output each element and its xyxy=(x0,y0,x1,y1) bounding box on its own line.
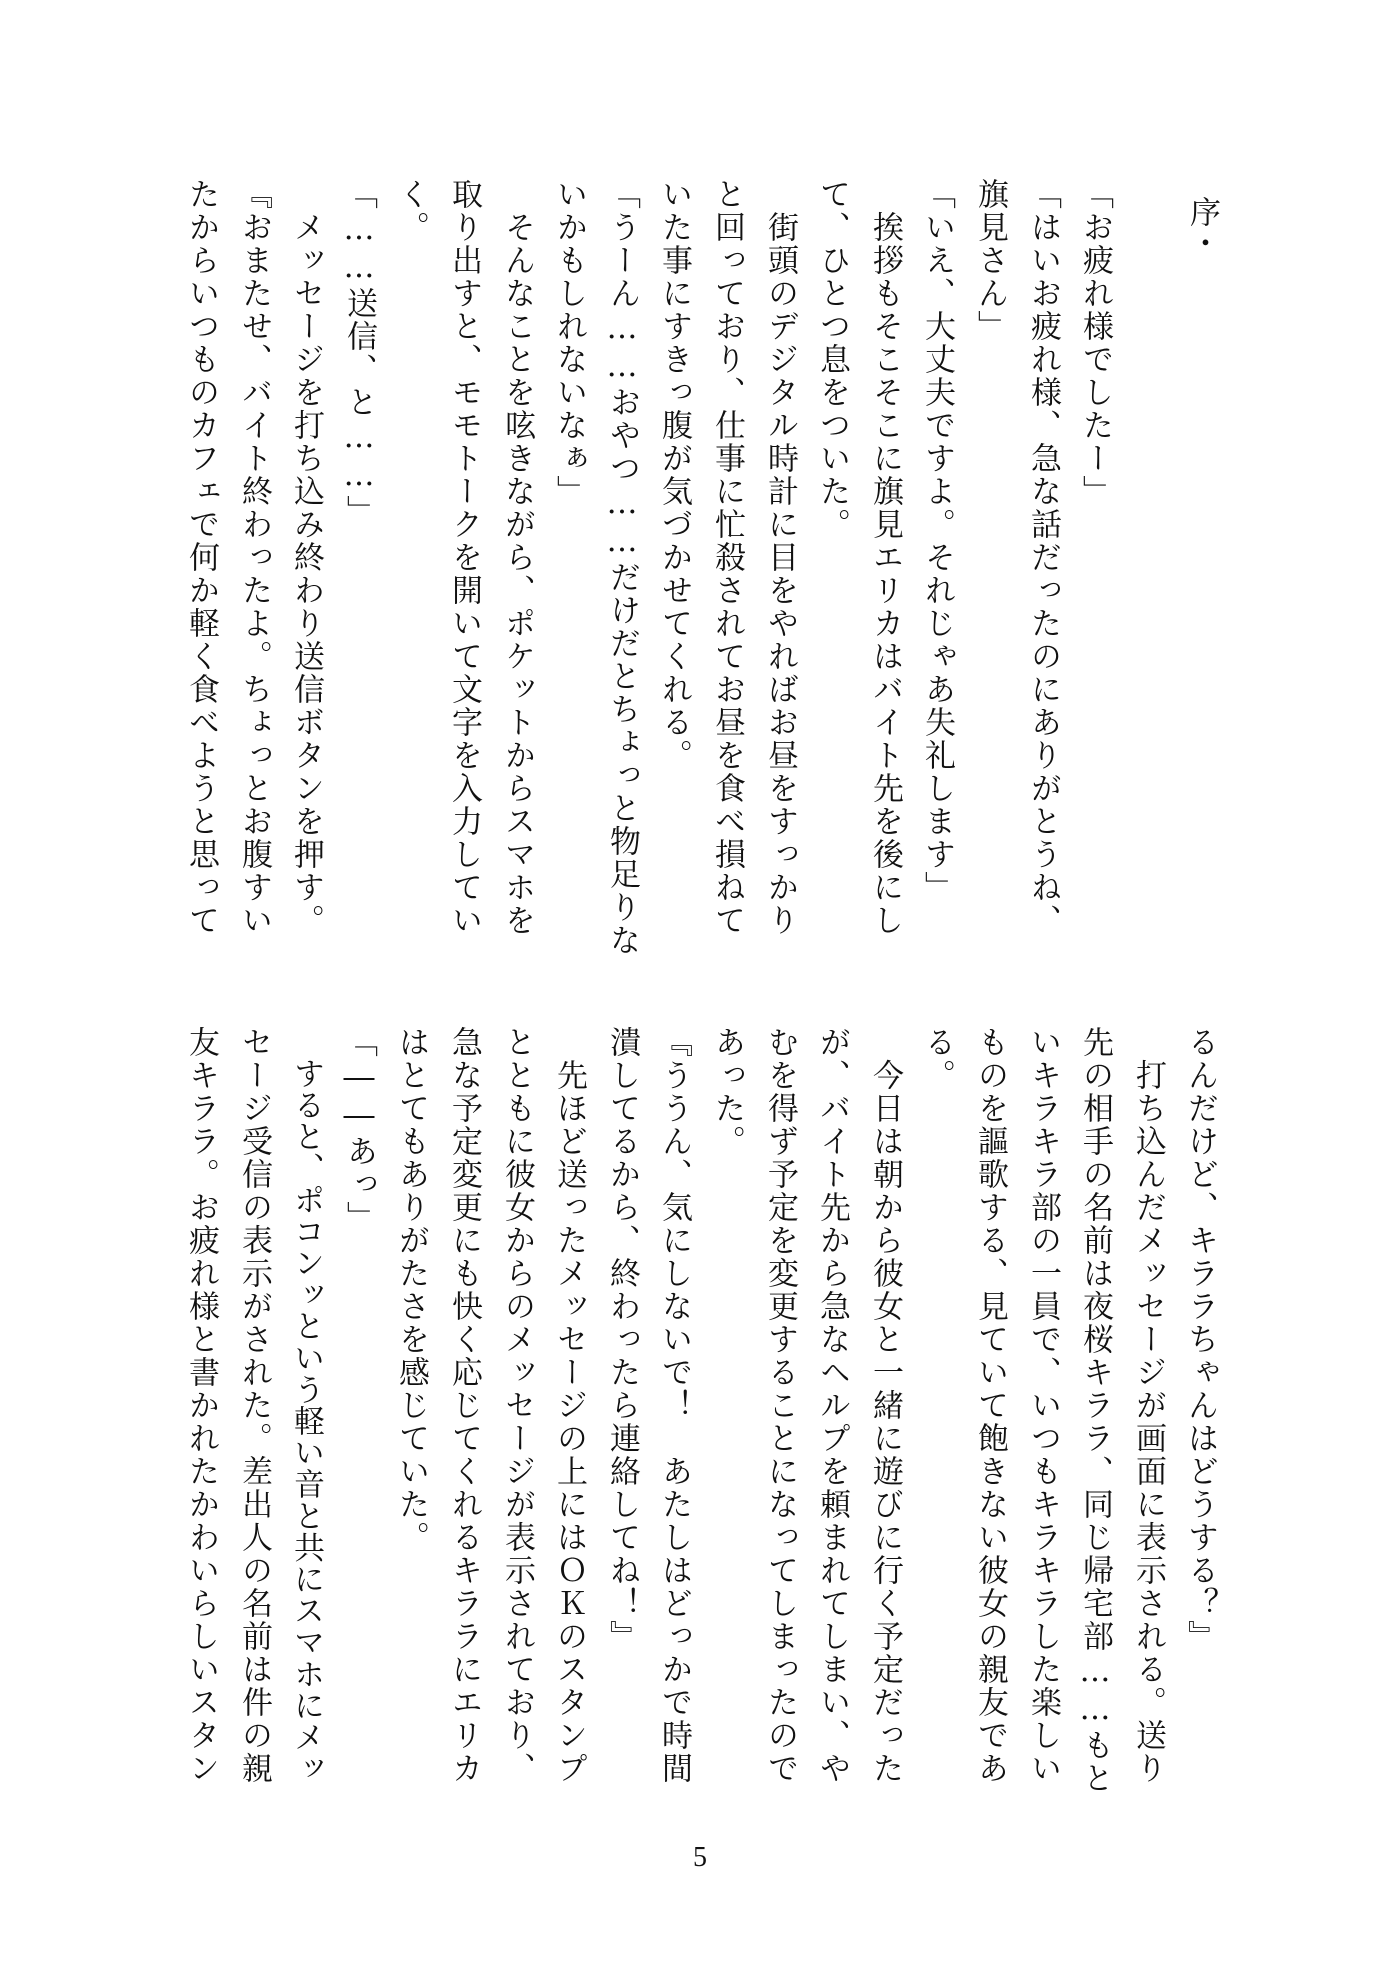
text-line: く。 xyxy=(393,178,429,244)
text-line: 「……送信、と……」 xyxy=(341,178,377,528)
text-line: 「お疲れ様でしたー」 xyxy=(1077,178,1113,508)
text-line: 「はいお疲れ様、急な話だったのにありがとうね、 xyxy=(1025,178,1061,937)
text-line: 街頭のデジタル時計に目をやればお昼をすっかり xyxy=(762,178,798,937)
text-line: 「――あっ」 xyxy=(341,1026,377,1234)
text-line: たからいつものカフェで何か軽く食べようと思って xyxy=(183,178,219,937)
text-line: 取り出すと、モモトークを開いて文字を入力してい xyxy=(446,178,482,937)
text-line: 潰してるから、終わったら連絡してね！』 xyxy=(604,1026,640,1653)
text-line: いた事にすきっ腹が気づかせてくれる。 xyxy=(656,178,692,772)
text-line: 「うーん……おやつ……だけだとちょっと物足りな xyxy=(604,178,640,957)
text-line: とともに彼女からのメッセージが表示されており、 xyxy=(499,1026,535,1785)
text-line: 「いえ、大丈夫ですよ。それじゃあ失礼します」 xyxy=(919,178,955,904)
text-line: 旗見さん」 xyxy=(972,178,1008,343)
text-line: る。 xyxy=(919,1026,955,1092)
text-line: そんなことを呟きながら、ポケットからスマホを xyxy=(499,178,535,937)
text-line: 挨拶もそこそこに旗見エリカはバイト先を後にし xyxy=(867,178,903,937)
text-line: 打ち込んだメッセージが画面に表示される。送り xyxy=(1130,1026,1166,1785)
chapter-heading: 序・ xyxy=(1184,196,1220,258)
text-line: メッセージを打ち込み終わり送信ボタンを押す。 xyxy=(288,178,324,937)
page-number: 5 xyxy=(693,1842,707,1873)
text-line: 急な予定変更にも快く応じてくれるキララにエリカ xyxy=(446,1026,482,1785)
text-line: 友キララ。お疲れ様と書かれたかわいらしいスタン xyxy=(183,1026,219,1785)
text-line: 『ううん、気にしないで！ あたしはどっかで時間 xyxy=(656,1026,692,1785)
text-line: むを得ず予定を変更することになってしまったので xyxy=(762,1026,798,1785)
text-line: すると、ポコンッという軽い音と共にスマホにメッ xyxy=(288,1026,324,1785)
text-line: て、ひとつ息をついた。 xyxy=(814,178,850,541)
text-line: が、バイト先から急なヘルプを頼まれてしまい、や xyxy=(814,1026,850,1785)
text-line: と回っており、仕事に忙殺されてお昼を食べ損ねて xyxy=(709,178,745,937)
text-line: いかもしれないなぁ」 xyxy=(551,178,587,508)
text-line: セージ受信の表示がされた。差出人の名前は件の親 xyxy=(236,1026,272,1785)
text-line: 先ほど送ったメッセージの上にはＯＫのスタンプ xyxy=(551,1026,587,1785)
text-line: ものを謳歌する、見ていて飽きない彼女の親友であ xyxy=(972,1026,1008,1785)
text-line: るんだけど、キララちゃんはどうする？』 xyxy=(1182,1026,1218,1653)
text-line: いキラキラ部の一員で、いつもキラキラした楽しい xyxy=(1025,1026,1061,1785)
text-line: 今日は朝から彼女と一緒に遊びに行く予定だった xyxy=(867,1026,903,1785)
text-line: 先の相手の名前は夜桜キララ、同じ帰宅部……もと xyxy=(1077,1026,1113,1795)
text-line: はとてもありがたさを感じていた。 xyxy=(393,1026,429,1554)
text-line: 『おまたせ、バイト終わったよ。ちょっとお腹すい xyxy=(236,178,272,937)
text-line: あった。 xyxy=(709,1026,745,1158)
